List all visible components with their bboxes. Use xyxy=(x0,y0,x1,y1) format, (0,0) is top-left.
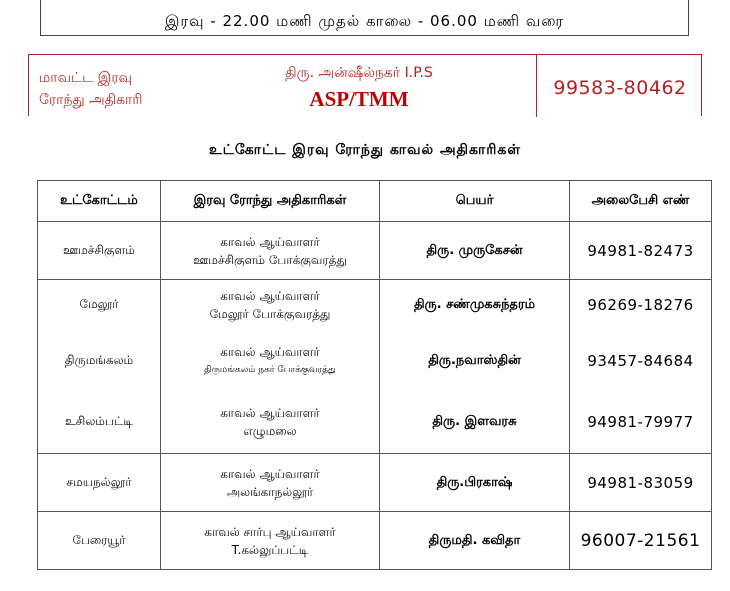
phone-cell: 94981-83059 xyxy=(570,454,712,512)
phone-cell: 96269-18276 xyxy=(570,280,712,330)
name-cell: திருமதி. கவிதா xyxy=(380,512,570,570)
rank-text: காவல் ஆய்வாளர் xyxy=(220,288,320,303)
phone-cell: 94981-82473 xyxy=(570,222,712,280)
section-title: உட்கோட்ட இரவு ரோந்து காவல் அதிகாரிகள் xyxy=(209,142,521,158)
timing-box xyxy=(40,0,689,36)
name-cell: திரு.நவாஸ்தின் xyxy=(380,330,570,392)
unit-text: ஊமச்சிகுளம் போக்குவரத்து xyxy=(193,252,347,267)
rank-text: காவல் ஆய்வாளர் xyxy=(220,234,320,249)
timing-text: இரவு - 22.00 மணி முதல் காலை - 06.00 மணி வரை xyxy=(164,12,565,30)
table-header-row xyxy=(38,181,712,222)
unit-text: அலங்காநல்லூர் xyxy=(226,484,314,499)
officer-cell xyxy=(161,392,380,454)
table-row xyxy=(38,280,712,330)
officer-cell xyxy=(161,222,380,280)
division-cell: மேலூர் xyxy=(38,280,161,330)
table-row xyxy=(38,454,712,512)
unit-text: எழுமலை xyxy=(243,424,297,439)
officer-cell xyxy=(161,330,380,392)
rank-text: காவல் ஆய்வாளர் xyxy=(220,466,320,481)
role-line-1: மாவட்ட இரவு xyxy=(39,70,132,86)
table-row xyxy=(38,392,712,454)
district-officer-role xyxy=(39,67,142,111)
column-header-division: உட்கோட்டம் xyxy=(38,181,161,222)
name-cell: திரு. சண்முகசுந்தரம் xyxy=(380,280,570,330)
column-header-officer: இரவு ரோந்து அதிகாரிகள் xyxy=(161,181,380,222)
division-cell: உசிலம்பட்டி xyxy=(38,392,161,454)
officer-cell xyxy=(161,512,380,570)
name-cell: திரு. முருகேசன் xyxy=(380,222,570,280)
phone-cell: 93457-84684 xyxy=(570,330,712,392)
division-cell: பேரையூர் xyxy=(38,512,161,570)
column-header-phone: அலைபேசி எண் xyxy=(570,181,712,222)
table-row xyxy=(38,512,712,570)
name-cell: திரு.பிரகாஷ் xyxy=(380,454,570,512)
phone-cell: 96007-21561 xyxy=(570,512,712,570)
rank-text: காவல் ஆய்வாளர் xyxy=(220,406,320,421)
unit-text: T.கல்லுப்பட்டி xyxy=(231,542,309,557)
officers-table xyxy=(37,180,712,570)
district-officer-name: திரு. அன்ஷீல்நகர் I.P.S xyxy=(285,65,433,81)
district-officer-phone: 99583-80462 xyxy=(553,77,687,99)
unit-text: மேலூர் போக்குவரத்து xyxy=(209,306,331,321)
table-row xyxy=(38,330,712,392)
division-cell: ஊமச்சிகுளம் xyxy=(38,222,161,280)
phone-cell: 94981-79977 xyxy=(570,392,712,454)
unit-text: திருமங்கலம் நகர் போக்குவரத்து xyxy=(204,364,336,375)
rank-text: காவல் ஆய்வாளர் xyxy=(220,344,320,359)
role-line-2: ரோந்து அதிகாரி xyxy=(39,92,143,108)
column-header-name: பெயர் xyxy=(380,181,570,222)
division-cell: திருமங்கலம் xyxy=(38,330,161,392)
district-officer-box xyxy=(28,54,702,116)
rank-text: காவல் சார்பு ஆய்வாளர் xyxy=(204,524,336,539)
officer-cell xyxy=(161,454,380,512)
table-row xyxy=(38,222,712,280)
name-cell: திரு. இளவரசு xyxy=(380,392,570,454)
division-cell: சமயநல்லூர் xyxy=(38,454,161,512)
district-officer-post: ASP/TMM xyxy=(309,87,409,111)
officer-cell xyxy=(161,280,380,330)
